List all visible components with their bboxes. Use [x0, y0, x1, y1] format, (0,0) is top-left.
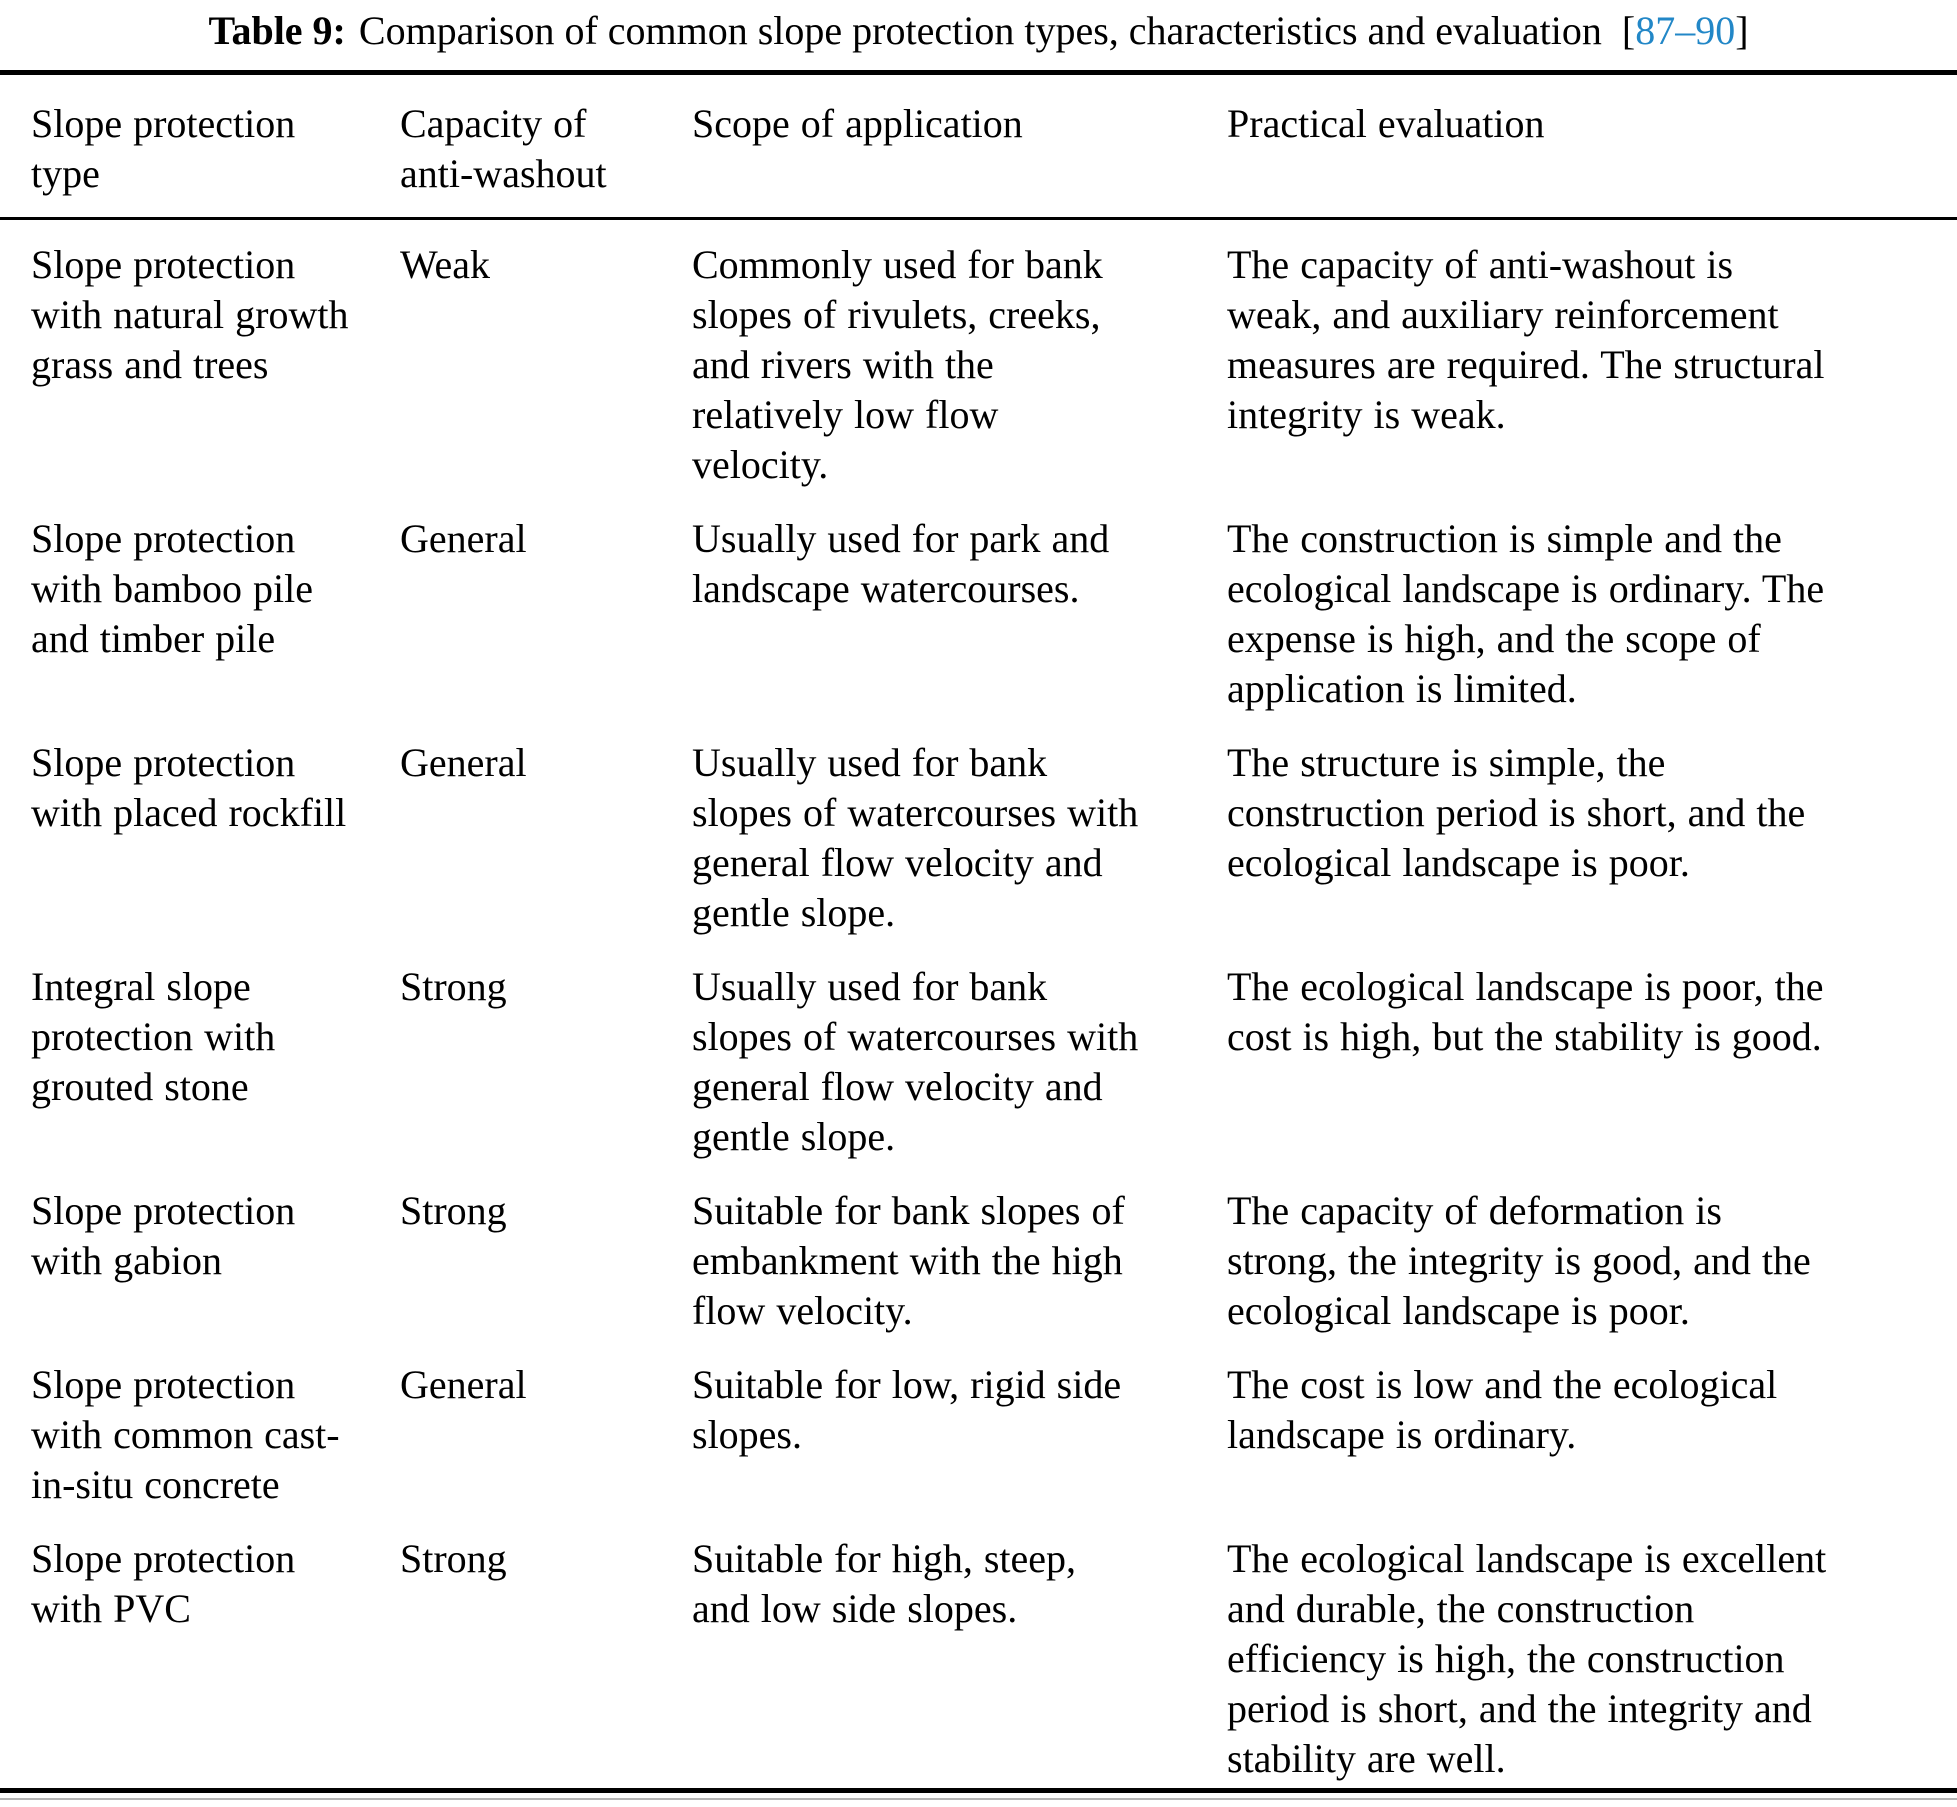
cell-scope: Commonly used for bank slopes of rivulets, creeks, and rivers with the relatively low flow velocity. [692, 242, 1103, 487]
cell-evaluation: The construction is simple and the ecological landscape is ordinary. The expense is high, and the scope of application is limited. [1227, 516, 1825, 711]
cell-evaluation: The cost is low and the ecological landscape is ordinary. [1227, 1362, 1778, 1457]
citation-link[interactable]: 87–90 [1635, 8, 1736, 53]
cell-type: Slope protection with gabion [31, 1188, 296, 1283]
cell-type: Slope protection with bamboo pile and timber pile [31, 516, 313, 661]
column-header-capacity: Capacity of anti-washout [400, 73, 692, 219]
table-row [0, 942, 1957, 1166]
cell-scope: Suitable for low, rigid side slopes. [692, 1362, 1122, 1457]
table-row [0, 219, 1957, 495]
caption-text: Comparison of common slope protection types, characteristics and evaluation [358, 8, 1602, 53]
column-header-type: Slope protection type [0, 73, 400, 219]
cell-capacity: General [400, 740, 527, 785]
table-row [0, 494, 1957, 718]
table-row [0, 1340, 1957, 1514]
cell-type: Slope protection with placed rockfill [31, 740, 347, 835]
table-row [0, 718, 1957, 942]
citation-bracket-open: [ [1621, 8, 1636, 53]
table-row [0, 1166, 1957, 1340]
cell-capacity: General [400, 1362, 527, 1407]
cell-capacity: Strong [400, 1188, 507, 1233]
table-row [0, 1514, 1957, 1791]
cell-evaluation: The ecological landscape is excellent and durable, the construction efficiency is high, the construction period is short, and the integrity and stability are well. [1227, 1536, 1827, 1781]
cell-scope: Suitable for bank slopes of embankment with the high flow velocity. [692, 1188, 1125, 1333]
cell-capacity: Weak [400, 242, 491, 287]
cell-scope: Usually used for bank slopes of watercourses with general flow velocity and gentle slope. [692, 964, 1139, 1159]
paper-page [0, 5, 1957, 1807]
bottom-rule-shadow [0, 1798, 1957, 1800]
cell-scope: Usually used for park and landscape watercourses. [692, 516, 1110, 611]
comparison-table [0, 70, 1957, 1793]
cell-evaluation: The capacity of anti-washout is weak, and auxiliary reinforcement measures are required. The structural integrity is weak. [1227, 242, 1825, 437]
cell-scope: Usually used for bank slopes of watercourses with general flow velocity and gentle slope. [692, 740, 1139, 935]
citation-bracket-close: ] [1735, 8, 1749, 53]
cell-type: Slope protection with PVC [31, 1536, 296, 1631]
column-header-scope: Scope of application [692, 73, 1227, 219]
cell-evaluation: The ecological landscape is poor, the cost is high, but the stability is good. [1227, 964, 1824, 1059]
header-row [0, 73, 1957, 219]
cell-capacity: Strong [400, 964, 507, 1009]
cell-capacity: Strong [400, 1536, 507, 1581]
cell-type: Integral slope protection with grouted stone [31, 964, 276, 1109]
table-caption [0, 5, 1957, 57]
caption-label: Table 9: [208, 8, 346, 53]
cell-scope: Suitable for high, steep, and low side slopes. [692, 1536, 1077, 1631]
cell-type: Slope protection with natural growth grass and trees [31, 242, 349, 387]
cell-evaluation: The structure is simple, the construction period is short, and the ecological landscape is poor. [1227, 740, 1806, 885]
cell-type: Slope protection with common cast-in-situ concrete [31, 1362, 340, 1507]
cell-evaluation: The capacity of deformation is strong, the integrity is good, and the ecological landscape is poor. [1227, 1188, 1811, 1333]
column-header-evaluation: Practical evaluation [1227, 73, 1957, 219]
cell-capacity: General [400, 516, 527, 561]
